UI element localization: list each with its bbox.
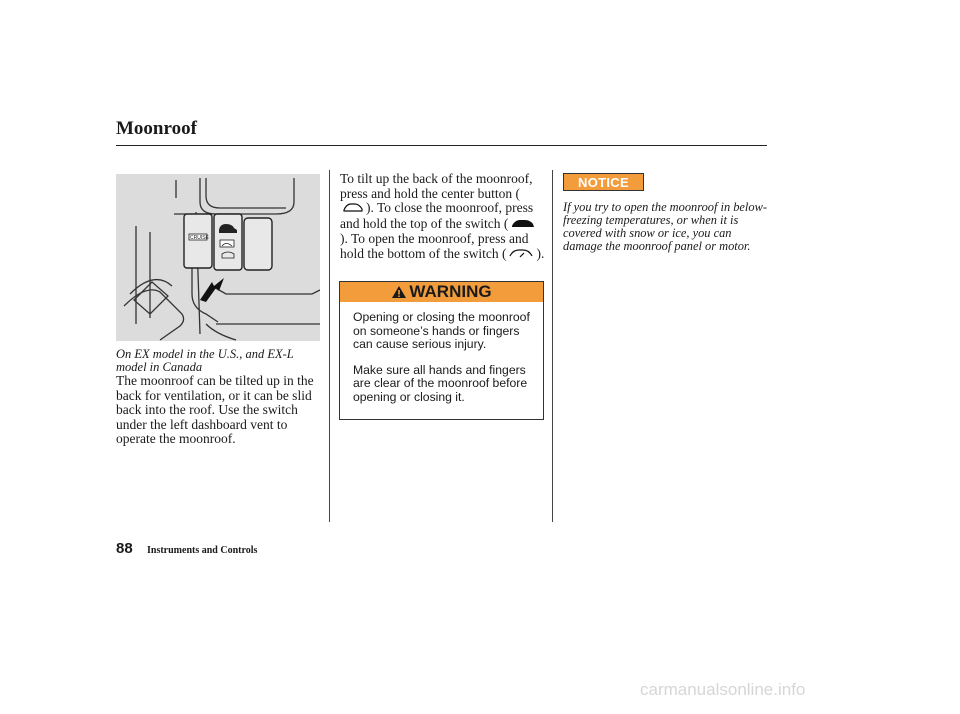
- instructions-part3: ). To open the moonroof, press and hold the bottom of the switch (: [340, 231, 529, 261]
- dashboard-illustration: [116, 174, 320, 341]
- instructions-part2: ). To close the moonroof, press and hold the top of the switch (: [340, 200, 534, 231]
- instructions-part1: To tilt up the back of the moonroof, press and hold the center button (: [340, 171, 533, 201]
- moonroof-switch-figure: [116, 174, 320, 341]
- warning-heading: WARNING: [409, 282, 492, 301]
- notice-header: NOTICE: [563, 173, 644, 191]
- notice-paragraph: If you try to open the moonroof in below-freezing temperatures, or when it is covered with snow or ice, you can damage the moonroof panel or motor.: [563, 200, 767, 253]
- warning-box: [339, 281, 544, 420]
- intro-paragraph: The moonroof can be tilted up in the back for ventilation, or it can be slid back into the roof. Use the switch under the left dashboard vent to operate the moonroof.: [116, 373, 314, 446]
- figure-caption: On EX model in the U.S., and EX-L model in Canada: [116, 347, 294, 374]
- instructions-paragraph: [340, 172, 545, 262]
- close-icon: [510, 217, 536, 233]
- warning-triangle-icon: [391, 285, 409, 299]
- column-divider-left: [329, 170, 330, 522]
- open-icon: [508, 247, 534, 263]
- cruise-label: CRUISE: [190, 235, 209, 241]
- page-number: 88: [116, 540, 133, 557]
- warning-paragraph-1: Opening or closing the moonroof on someone’s hands or fingers can cause serious injury.: [353, 310, 530, 352]
- warning-paragraph-2: Make sure all hands and fingers are clear of the moonroof before opening or closing it.: [353, 362, 528, 404]
- column-divider-right: [552, 170, 553, 522]
- warning-header: [340, 282, 543, 302]
- page-title: Moonroof: [116, 118, 197, 139]
- watermark: carmanualsonline.info: [640, 680, 806, 699]
- header-rule: [116, 145, 767, 146]
- instructions-part4: ).: [536, 245, 545, 261]
- arrow-icon: [200, 278, 224, 302]
- tilt-icon: [342, 201, 364, 217]
- section-name: Instruments and Controls: [147, 545, 258, 556]
